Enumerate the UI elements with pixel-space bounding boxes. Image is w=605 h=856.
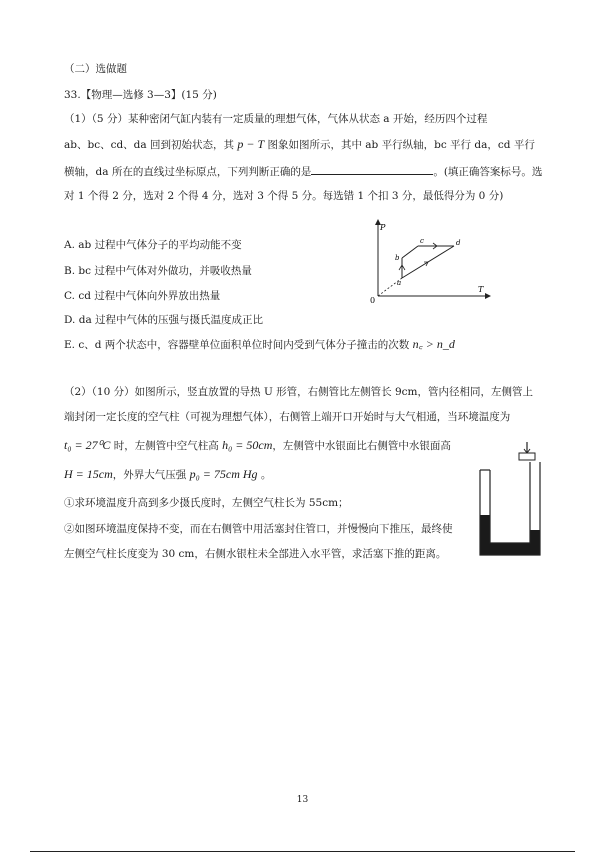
p1-intro-line-2 bbox=[64, 137, 535, 152]
p2-line-4d: 。 bbox=[257, 469, 272, 481]
piston bbox=[519, 453, 535, 460]
p2-line-4b: ，外界大气压强 bbox=[112, 469, 190, 481]
p1-intro-line-3 bbox=[64, 163, 542, 179]
question-33-header: 33.【物理—选修 3—3】(15 分) bbox=[64, 89, 217, 101]
p2-question-1: ①求环境温度升高到多少摄氏度时，左侧空气柱长为 55cm； bbox=[64, 497, 349, 509]
answer-blank[interactable] bbox=[311, 163, 433, 175]
process-bc bbox=[402, 246, 418, 258]
p1-intro-line-3a: 横轴，da 所在的直线过坐标原点，下列判断正确的是 bbox=[64, 166, 312, 178]
p2-line-4 bbox=[64, 467, 271, 482]
p-t-math: p − T bbox=[237, 137, 265, 151]
p2-question-2a: ②如图环境温度保持不变，而在右侧管中用活塞封住管口，并慢慢向下推压，最终使 bbox=[64, 523, 453, 535]
p2-line-2: 端封闭一定长度的空气柱（可视为理想气体），右侧管上端开口开始时与大气相通，当环境温度为 bbox=[64, 411, 511, 423]
p2-question-2b: 左侧空气柱长度变为 30 cm，右侧水银柱未全部进入水平管，求活塞下推的距离。 bbox=[64, 548, 447, 560]
p1-intro-line-2b: 图象如图所示，其中 ab 平行纵轴，bc 平行 da，cd 平行 bbox=[264, 139, 535, 151]
option-c: C. cd 过程中气体向外界放出热量 bbox=[64, 290, 221, 302]
p2-line-3 bbox=[64, 438, 451, 453]
p1-intro-line-1: （1）（5 分）某种密闭气缸内装有一定质量的理想气体，气体从状态 a 开始，经历四个过程 bbox=[64, 113, 488, 125]
point-b-label: b bbox=[395, 254, 400, 262]
point-d-label: d bbox=[456, 239, 461, 247]
p0-math: p₀ = 75cm Hg bbox=[189, 467, 258, 481]
p2-line-3d: ，左侧管中水银面比右侧管中水银面高 bbox=[272, 440, 451, 452]
option-e-math: n꜀ > n_d bbox=[412, 337, 455, 351]
p-axis-label: P bbox=[380, 223, 386, 232]
t0-math: t₀ = 27⁰C bbox=[64, 438, 111, 452]
u-tube-figure bbox=[472, 440, 552, 565]
page-number: 13 bbox=[296, 795, 309, 805]
h0-math: h₀ = 50cm bbox=[222, 438, 273, 452]
p-t-graph bbox=[366, 218, 496, 308]
bottom-rule bbox=[30, 851, 575, 852]
origin-label: 0 bbox=[370, 296, 376, 305]
option-d: D. da 过程中气体的压强与摄氏温度成正比 bbox=[64, 314, 264, 326]
tube-outline-inner bbox=[490, 462, 530, 543]
section-title: （二）选做题 bbox=[64, 63, 127, 75]
p1-intro-line-4: 对 1 个得 2 分，选对 2 个得 4 分，选对 3 个得 5 分。每选错 1 个扣 3 分，最低得分为 0 分) bbox=[64, 190, 504, 202]
p2-line-3b: 时，左侧管中空气柱高 bbox=[110, 440, 223, 452]
mercury-right bbox=[530, 530, 540, 555]
option-e bbox=[64, 337, 455, 352]
t-axis-label: T bbox=[478, 285, 484, 294]
option-b: B. bc 过程中气体对外做功，并吸收热量 bbox=[64, 265, 252, 277]
p1-intro-line-3b: 。(填正确答案标号。选 bbox=[433, 166, 543, 178]
option-e-text: E. c、d 两个状态中，容器壁单位面积单位时间内受到气体分子撞击的次数 bbox=[64, 339, 413, 351]
p2-line-1: （2）（10 分）如图所示，竖直放置的导热 U 形管，右侧管比左侧管长 9cm，管内径相同，左侧管上 bbox=[64, 386, 534, 398]
p1-intro-line-2a: ab、bc、cd、da 回到初始状态，其 bbox=[64, 139, 238, 151]
h-math: H = 15cm bbox=[64, 467, 113, 481]
point-c-label: c bbox=[420, 237, 424, 245]
option-a: A. ab 过程中气体分子的平均动能不变 bbox=[64, 239, 242, 251]
point-a-label: a bbox=[397, 279, 402, 287]
